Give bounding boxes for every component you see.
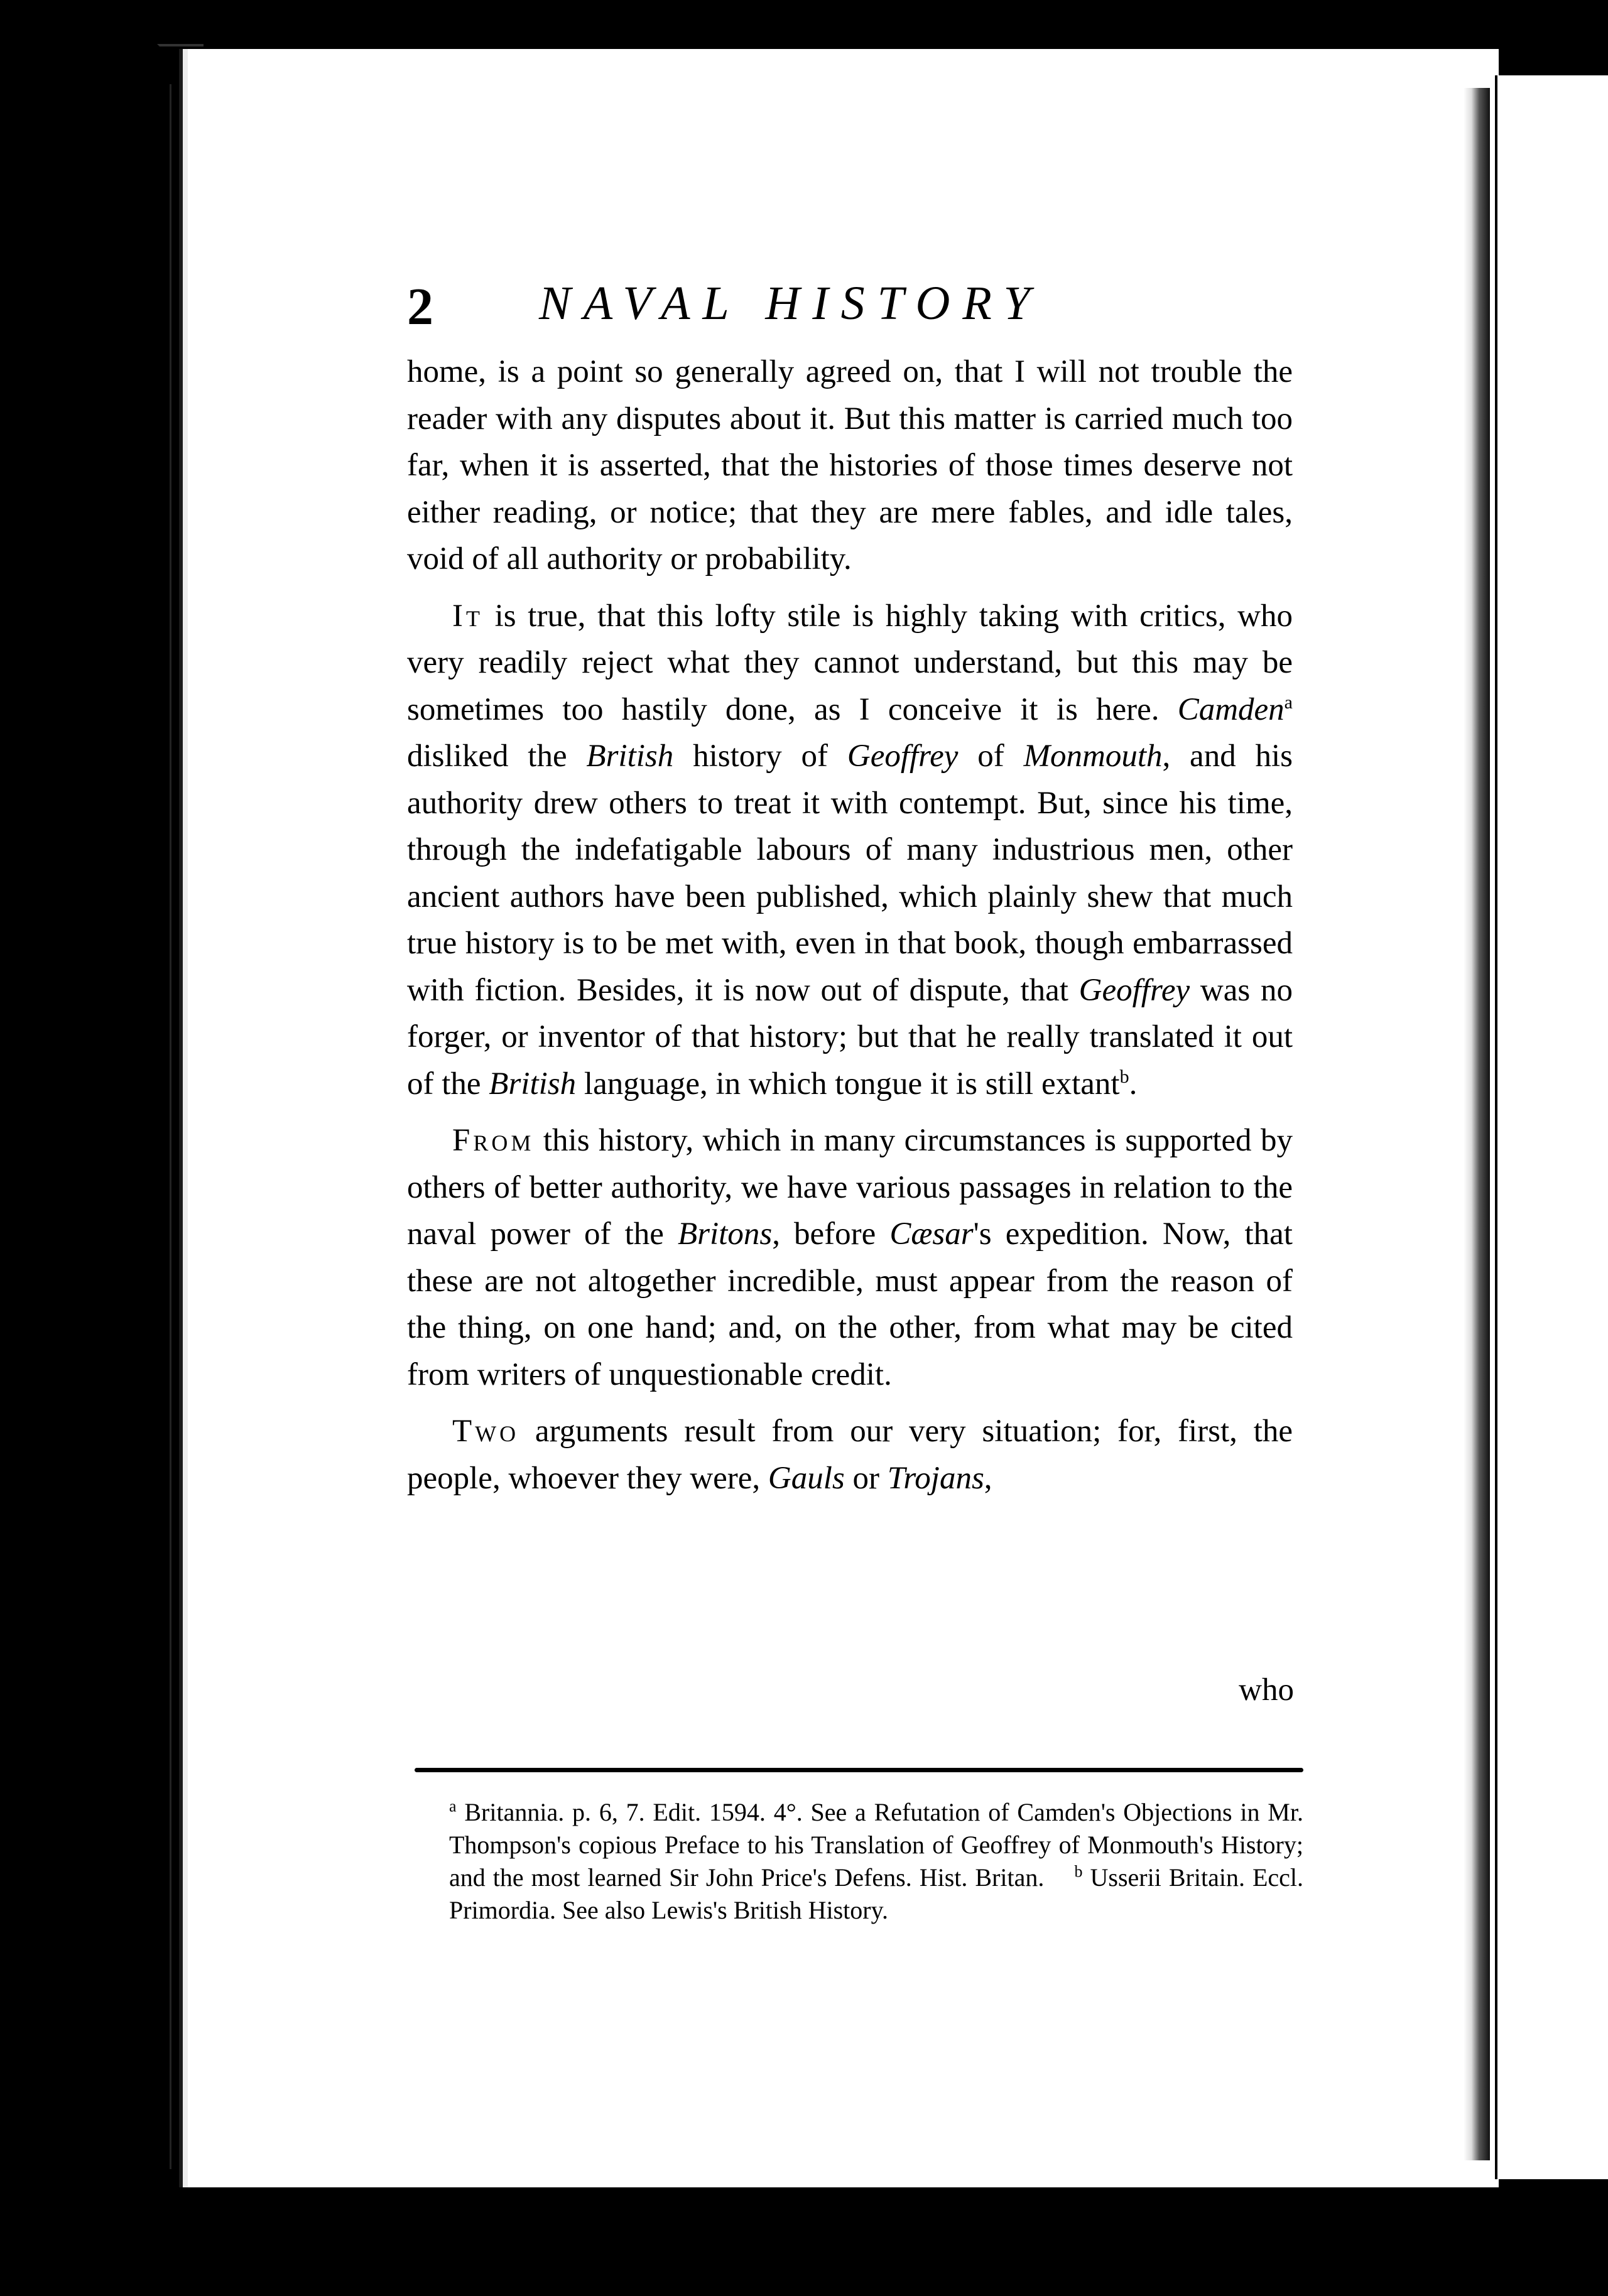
- text-run: .: [1129, 1066, 1138, 1102]
- text-run: is true, that this lofty stile is highly taking with critics, who very readily reject what they cannot understand, but this may be sometimes too hastily done, as I conceive it is here.: [407, 598, 1293, 727]
- body-text: [407, 349, 1293, 1512]
- text-run: of: [958, 739, 1024, 774]
- italic-name: Geoffrey: [847, 739, 959, 774]
- drop-lead: It: [452, 598, 483, 634]
- italic-name: Gauls: [768, 1460, 845, 1496]
- text-run: this history, which in many circumstances is supported by others of better authority, we have various passages in relation to the naval power of the: [407, 1123, 1293, 1252]
- page-number: 2: [407, 278, 433, 336]
- book-gutter: [1464, 88, 1490, 2160]
- text-run: 's expedition. Now, that these are not altogether incredible, must appear from the reason of the thing, on one hand; and, on the other, from what may be cited from writers of unquestionable credit.: [407, 1216, 1293, 1392]
- italic-name: Monmouth: [1023, 739, 1163, 774]
- text-run: language, in which tongue it is still extant: [576, 1066, 1120, 1102]
- text-run: disliked the: [407, 739, 587, 774]
- italic-name: Cæsar: [889, 1216, 974, 1252]
- footnote-b: Usserii Britain. Eccl. Primordia. See also Lewis's British History.: [449, 1863, 1304, 1924]
- footnote-mark-a: a: [449, 1797, 457, 1816]
- footnote-ref-a: a: [1284, 691, 1293, 713]
- text-run: was no forger, or inventor of that history; but that he really translated it out of the: [407, 972, 1293, 1102]
- text-run: , before: [772, 1216, 890, 1252]
- facing-page-edge: [1495, 75, 1608, 2179]
- text-run: or: [844, 1460, 888, 1496]
- text-run: , and his authority drew others to treat it with contempt. But, since his time, through the indefatigable labours of many industrious men, other ancient authors have been published, which plainly shew that much true history is to be met with, even in that book, though embarrassed with fiction. Besides, it is now out of dispute, that: [407, 739, 1293, 1008]
- text-run: ,: [984, 1460, 992, 1496]
- text-run: history of: [673, 739, 847, 774]
- running-title: NAVAL HISTORY: [539, 277, 1043, 330]
- footnote-ref-b: b: [1119, 1066, 1129, 1087]
- drop-lead: From: [452, 1123, 535, 1158]
- drop-lead: Two: [452, 1414, 519, 1449]
- italic-name: Geoffrey: [1078, 972, 1190, 1008]
- footnote-rule: [415, 1768, 1303, 1772]
- paragraph-3: [407, 1117, 1293, 1398]
- paragraph-1: home, is a point so generally agreed on, that I will not trouble the reader with any disputes about it. But this matter is carried much too far, when it is asserted, that the histories of those times deserve not either reading, or notice; that they are mere fables, and idle tales, void of all authority or probability.: [407, 354, 1293, 577]
- paragraph-4: [407, 1408, 1293, 1502]
- italic-name: Trojans: [887, 1460, 984, 1496]
- catchword: who: [1239, 1672, 1294, 1708]
- footnote-text: [449, 1796, 1303, 1927]
- footnote-mark-b: b: [1074, 1862, 1083, 1881]
- italic-name: Camden: [1177, 691, 1285, 727]
- italic-name: Britons: [678, 1216, 773, 1252]
- footnote-a: Britannia. p. 6, 7. Edit. 1594. 4°. See a Refutation of Camden's Objections in Mr. Thompson's copious Preface to his Translation of Geoffrey of Monmouth's History; and the most learned Sir John Price's Defens. Hist. Britan.: [449, 1798, 1303, 1892]
- paragraph-2: [407, 593, 1293, 1108]
- italic-name: British: [586, 739, 674, 774]
- footnotes: [449, 1796, 1303, 1927]
- italic-name: British: [489, 1066, 577, 1102]
- text-run: arguments result from our very situation; for, first, the people, whoever they were,: [407, 1414, 1293, 1496]
